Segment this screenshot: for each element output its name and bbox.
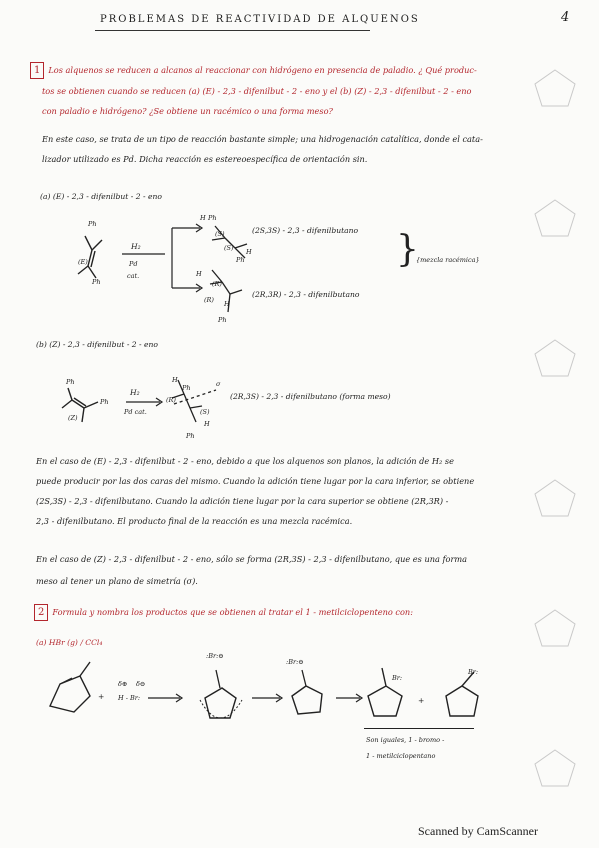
- discussion-line2: puede producir por las dos caras del mismo. Cuando la adición tiene lugar por la cara inferior, se obtiene: [36, 476, 475, 486]
- hbr-reagent: H - Br:: [118, 694, 141, 702]
- discussion-line6: meso al tener un plano de simetría (σ).: [36, 576, 198, 586]
- problem2-question-text: Formula y nombra los productos que se obtienen al tratar el 1 - metilciclopenteno con:: [52, 607, 413, 617]
- problem2-question: [34, 604, 413, 621]
- meso-stereo-top: (R): [166, 396, 176, 404]
- p1-stereo-top: (S): [215, 230, 225, 238]
- result-bracket: [364, 728, 474, 729]
- br-product1: Br:: [392, 674, 403, 682]
- part-b-label: (b) (Z) - 2,3 - difenilbut - 2 - eno: [36, 340, 158, 349]
- part-a-catalyst2: cat.: [127, 272, 140, 280]
- p1-ph-label2: Ph: [236, 256, 245, 264]
- part-b-reagent: H₂: [130, 388, 140, 397]
- page-number: 4: [561, 10, 570, 25]
- meso-h-bottom: H: [204, 420, 210, 428]
- meso-stereo-bottom: (S): [200, 408, 210, 416]
- p2-h-label: H: [196, 270, 202, 278]
- product-ring-1: [368, 686, 402, 716]
- racemic-mixture-label: {mezcla racémica}: [416, 256, 480, 264]
- part-a-ph-top: Ph: [88, 220, 97, 228]
- br-anion: :Br:⊖: [286, 658, 304, 666]
- problem1-answer-line1: En este caso, se trata de un tipo de reacción bastante simple; una hidrogenación catalítica, donde el cata-: [42, 134, 483, 144]
- part-a-ph-bottom: Ph: [92, 278, 101, 286]
- br-anion-ts: :Br:⊖: [206, 652, 224, 660]
- meso-ph-bottom: Ph: [186, 432, 195, 440]
- meso-sigma: σ: [216, 380, 221, 388]
- p2-stereo-bottom: (R): [204, 296, 214, 304]
- reagent-plus: +: [98, 692, 105, 701]
- methyl-bond: [80, 662, 90, 676]
- branch-arrows: [172, 224, 202, 292]
- delta-minus: δ⊖: [136, 680, 146, 688]
- part-a-product2: (2R,3R) - 2,3 - difenilbutano: [252, 290, 360, 299]
- br-product2: Br:: [468, 668, 479, 676]
- part-b-product: (2R,3S) - 2,3 - difenilbutano (forma meso): [230, 392, 391, 401]
- delta-plus: δ⊕: [118, 680, 128, 688]
- problem2-number: 2: [34, 604, 48, 621]
- part-b-ph-top: Ph: [66, 378, 75, 386]
- products-plus: +: [418, 696, 425, 705]
- discussion-line5: En el caso de (Z) - 2,3 - difenilbut - 2 - eno, sólo se forma (2R,3S) - 2,3 - difenilbutano, que es una forma: [36, 554, 468, 564]
- p1-stereo-bottom: (S): [224, 244, 234, 252]
- part-a-iso-label: (E): [78, 258, 88, 266]
- part-b-catalyst: Pd cat.: [124, 408, 147, 416]
- e-alkene-structure: [78, 236, 102, 278]
- title-underline: [95, 30, 370, 31]
- part-a-product1: (2S,3S) - 2,3 - difenilbutano: [252, 226, 359, 235]
- part-a-label: (a) (E) - 2,3 - difenilbut - 2 - eno: [40, 192, 162, 201]
- problem1-answer-line2: lizador utilizado es Pd. Dicha reacción es estereoespecífica de orientación sin.: [42, 154, 368, 164]
- carbocation-ring: [292, 686, 322, 714]
- discussion-line3: (2S,3S) - 2,3 - difenilbutano. Cuando la adición tiene lugar por la cara superior se obtiene (2R,3R) -: [36, 496, 449, 506]
- scanner-watermark: Scanned by CamScanner: [418, 824, 538, 838]
- part-b-ph-right: Ph: [100, 398, 109, 406]
- p1-ph-label: Ph: [208, 214, 217, 222]
- p2-stereo-top: (R): [212, 280, 222, 288]
- discussion-line4: 2,3 - difenilbutano. El producto final de la reacción es una mezcla racémica.: [36, 516, 353, 526]
- product-ring-2: [446, 686, 478, 716]
- problem2-part-a-label: (a) HBr (g) / CCl₄: [36, 638, 103, 647]
- page-title: PROBLEMAS DE REACTIVIDAD DE ALQUENOS: [100, 14, 420, 25]
- part-a-reagent: H₂: [131, 242, 141, 251]
- problem1-question-text1: Los alquenos se reducen a alcanos al reaccionar con hidrógeno en presencia de paladio. ¿ Qué produc-: [48, 65, 477, 75]
- discussion-line1: En el caso de (E) - 2,3 - difenilbut - 2 - eno, debido a que los alquenos son planos, la adición de H₂ se: [36, 456, 454, 466]
- result-line2: 1 - metilciclopentano: [366, 752, 436, 760]
- result-line1: Son iguales, 1 - bromo -: [366, 736, 445, 744]
- margin-pentagon-watermarks: [520, 50, 590, 830]
- problem1-question-line3: con paladio e hidrógeno? ¿Se obtiene un racémico o una forma meso?: [42, 106, 333, 116]
- problem1-question-line1: [30, 62, 477, 79]
- p2-ph-label: Ph: [218, 316, 227, 324]
- problem1-question-line2: tos se obtienen cuando se reducen (a) (E) - 2,3 - difenilbut - 2 - eno y el (b) (Z) - 2,3 - difenilbut - 2 - eno: [42, 86, 472, 96]
- racemic-brace: }: [396, 229, 419, 270]
- p2-h-label2: H: [224, 300, 230, 308]
- methylcyclopentene-ring: [50, 676, 90, 712]
- p1-h-label2: H: [246, 248, 252, 256]
- part-a-catalyst1: Pd: [129, 260, 138, 268]
- meso-ph-top: Ph: [182, 384, 191, 392]
- meso-h-top: H: [172, 376, 178, 384]
- problem1-number: 1: [30, 62, 44, 79]
- p1-h-label: H: [200, 214, 206, 222]
- part-b-iso-label: (Z): [68, 414, 78, 422]
